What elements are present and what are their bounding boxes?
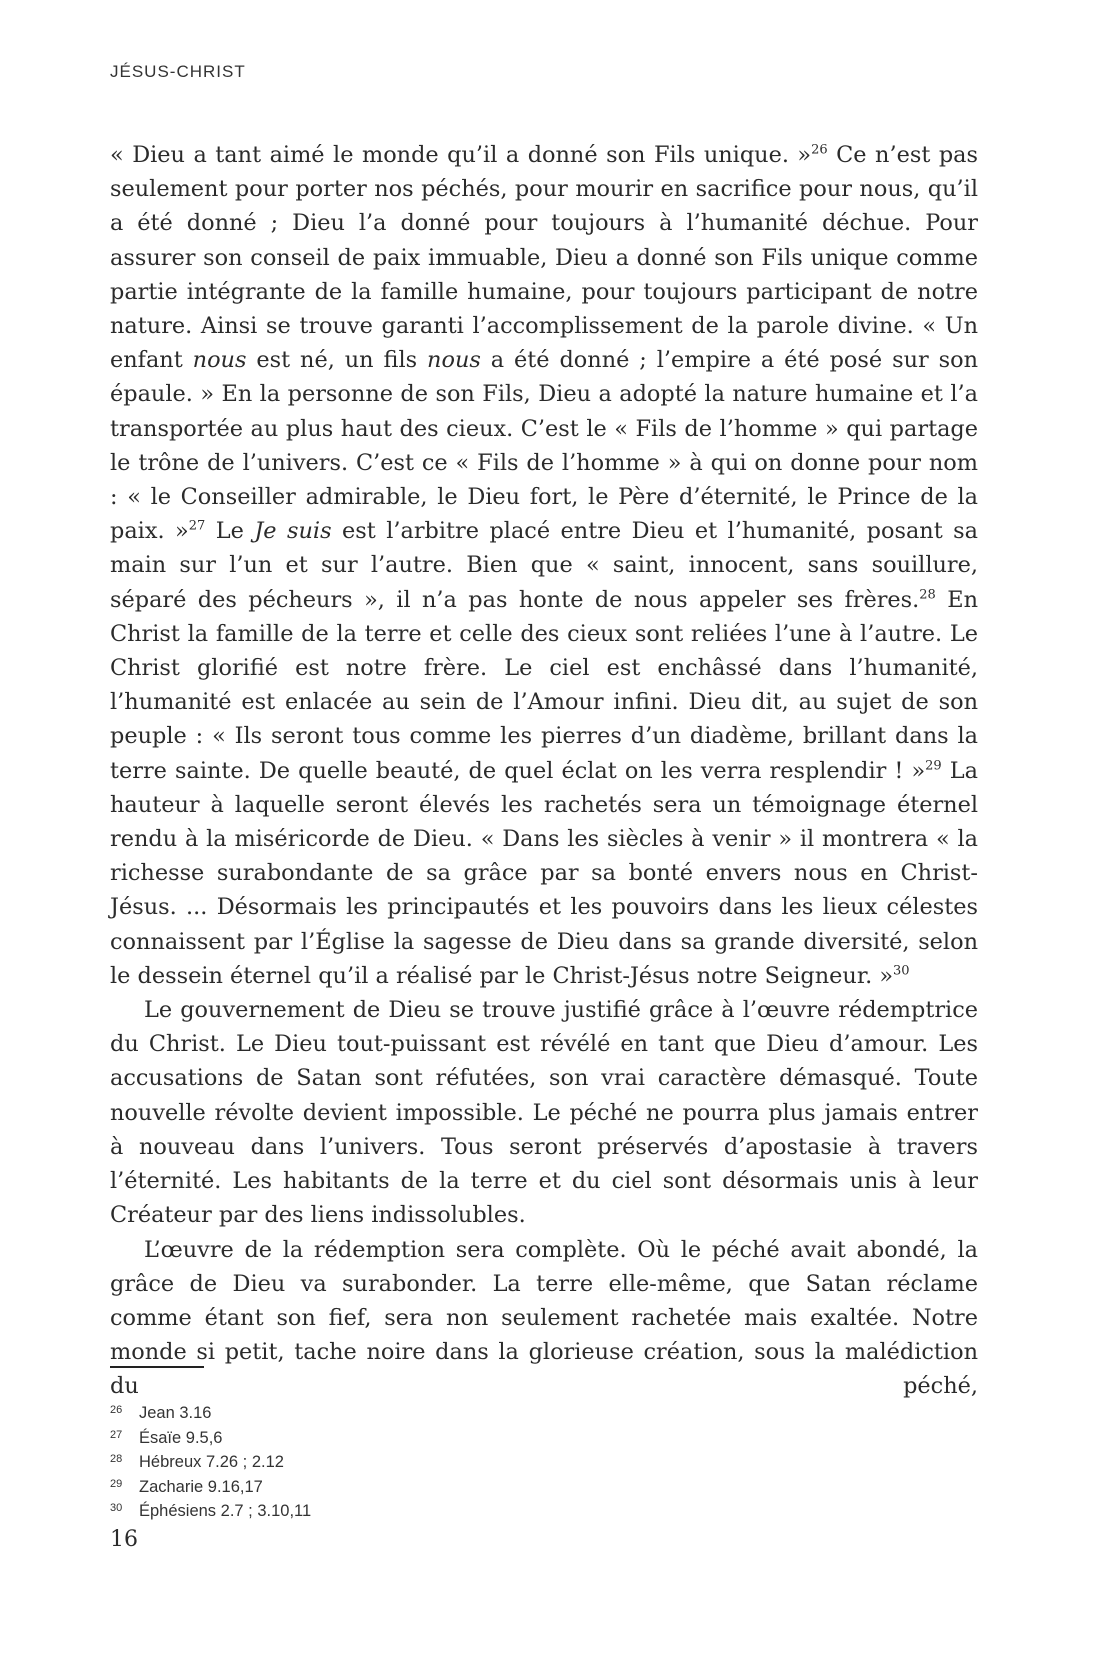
italic-text: nous [192,347,247,374]
footnote-number: 28 [110,1453,123,1465]
footnote-number: 30 [110,1502,123,1514]
text-run: En Christ la famille de la terre et celle des cieux sont reliées l’une à l’autre. Le Christ glorifié est notre frère. Le ciel est enchâssé dans l’humanité, l’humanité est enlacée au sein de l’Amour infini. Dieu dit, au sujet de son peuple : « Ils seront tous comme les pierres d’un diadème, brillant dans la terre sainte. De quelle beauté, de quel éclat on les verra resplendir ! » [110,586,978,784]
running-header-title: JÉSUS-CHRIST [110,62,246,81]
footnote-ref-28: 28 [919,587,936,603]
text-run: Le [205,518,255,545]
text-run: Ce n’est pas seulement pour porter nos péchés, pour mourir en sacrifice pour nous, qu’il a été donné ; Dieu l’a donné pour toujours à l’humanité déchue. Pour assurer son conseil de paix immuable, Dieu a donné son Fils unique comme partie intégrante de la famille humaine, pour toujours participant de notre nature. Ainsi se trouve garanti l’accomplissement de la parole divine. « Un enfant [110,142,978,374]
text-run: « Dieu a tant aimé le monde qu’il a donné son Fils unique. » [110,142,812,168]
footnote-number: 29 [110,1477,123,1490]
text-run: a été donné ; l’empire a été posé sur son épaule. » En la personne de son Fils, Dieu a adopté la nature humaine et l’a transportée au plus haut des cieux. C’est le « Fils de l’homme » qui partage le trône de l’univers. C’est ce « Fils de l’homme » à qui on donne pour nom : « le Conseiller admirable, le Dieu fort, le Père d’éternité, le Prince de la paix. » [110,347,979,545]
footnote-number: 27 [110,1428,123,1441]
footnote-item [110,1472,311,1497]
footnote-reference: Hébreux 7.26 ; 2.12 [139,1453,284,1471]
footnote-item [110,1398,311,1423]
footnote-reference: Ésaïe 9.5,6 [139,1428,223,1447]
footnote-ref-30: 30 [893,963,910,979]
paragraph-3: L’œuvre de la rédemption sera complète. Où le péché avait abondé, la grâce de Dieu va surabonder. La terre elle-même, que Satan réclame comme étant son fief, sera non seulement rachetée mais exaltée. Notre monde si petit, tache noire dans la glorieuse création, sous la malédiction du péché, [110,1236,978,1400]
footnote-item [110,1496,311,1521]
footnote-reference: Éphésiens 2.7 ; 3.10,11 [139,1502,312,1520]
text-run: est né, un fils [246,347,428,374]
footnote-reference: Jean 3.16 [139,1404,212,1422]
footnote-separator [110,1366,204,1368]
italic-text: Je suis [254,518,332,545]
footnote-number: 26 [110,1404,123,1416]
text-run: La hauteur à laquelle seront élevés les rachetés sera un témoignage éternel rendu à la miséricorde de Dieu. « Dans les siècles à venir » il montrera « la richesse surabondante de sa grâce par sa bonté envers nous en Christ-Jésus. ... Désormais les principautés et les pouvoirs dans les lieux célestes connaissent par l’Église la sagesse de Dieu dans sa grande diversité, selon le dessein éternel qu’il a réalisé par le Christ-Jésus notre Seigneur. » [110,757,978,989]
footnote-ref-29: 29 [925,758,942,774]
footnote-ref-27: 27 [188,518,206,534]
footnote-reference: Zacharie 9.16,17 [139,1477,263,1496]
text-run: est l’arbitre placé entre Dieu et l’humanité, posant sa main sur l’un et sur l’autre. Bien que « saint, innocent, sans souillure, séparé des pécheurs », il n’a pas honte de nous appeler ses frères. [110,518,979,613]
footnote-ref-26: 26 [811,142,828,158]
body-text [110,138,978,1404]
footnote-item [110,1423,311,1448]
page-number: 16 [110,1527,138,1552]
paragraph-2: Le gouvernement de Dieu se trouve justifié grâce à l’œuvre rédemptrice du Christ. Le Dieu tout-puissant est révélé en tant que Dieu d’amour. Les accusations de Satan sont réfutées, son vrai caractère démasqué. Toute nouvelle révolte devient impossible. Le péché ne pourra plus jamais entrer à nouveau dans l’univers. Tous seront préservés d’apostasie à travers l’éternité. Les habitants de la terre et du ciel sont désormais unis à leur Créateur par des liens indissolubles. [110,997,978,1229]
italic-text: nous [427,347,481,374]
paragraph-1 [110,138,978,993]
footnotes-list [110,1398,311,1521]
footnote-item [110,1447,311,1472]
